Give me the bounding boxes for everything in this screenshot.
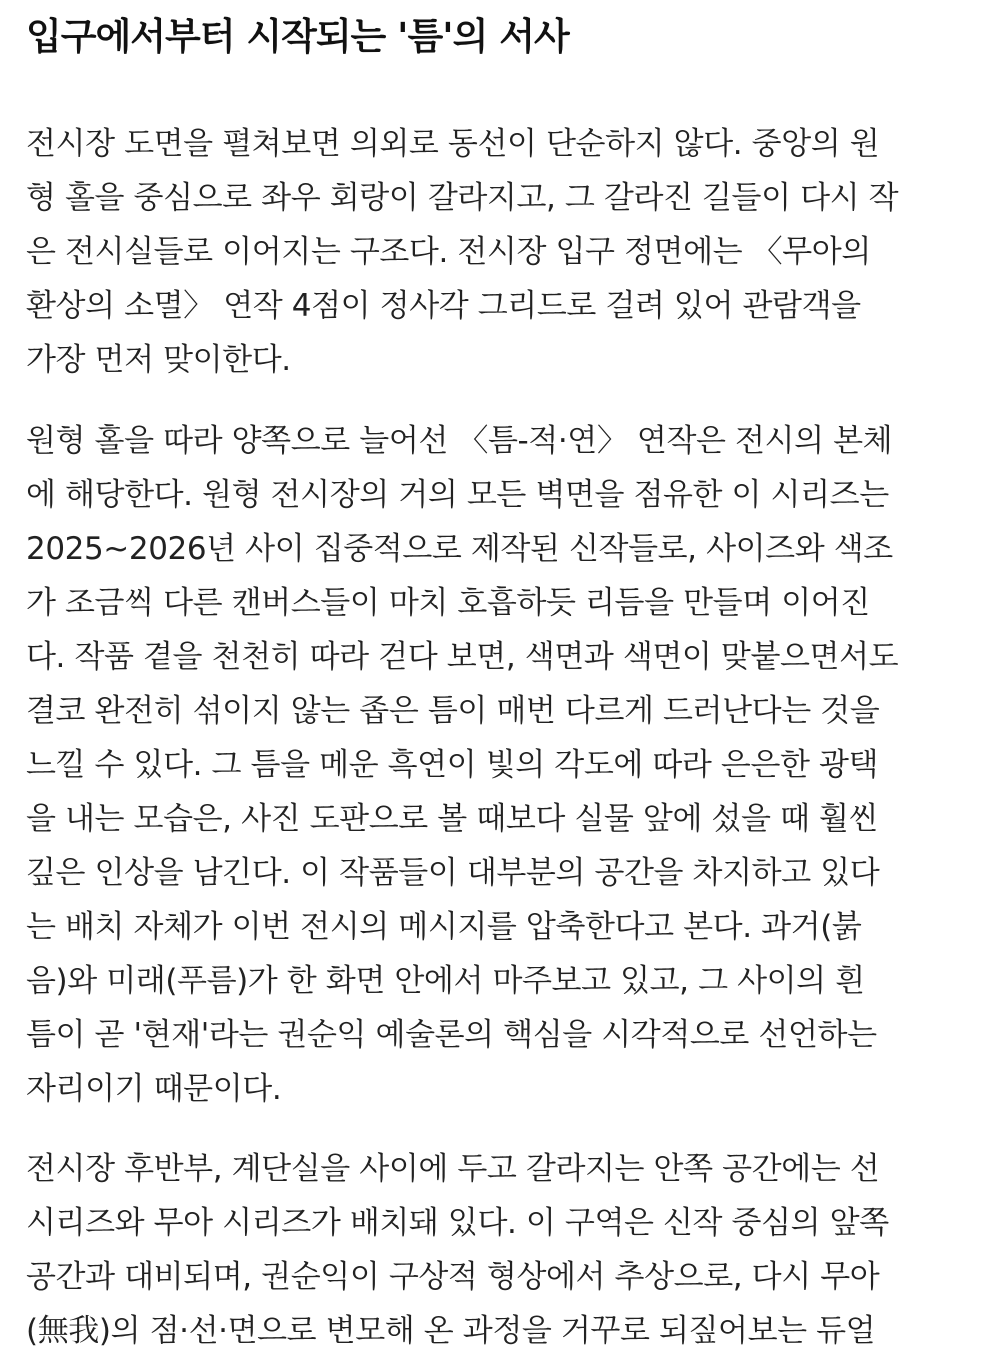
text-line: 가장 먼저 맞이한다.: [26, 342, 291, 378]
text-line: 환상의 소멸〉 연작 4점이 정사각 그리드로 걸려 있어 관람객을: [26, 288, 861, 324]
text-line: 가 조금씩 다른 캔버스들이 마치 호흡하듯 리듬을 만들며 이어진: [26, 585, 870, 621]
article-heading: 입구에서부터 시작되는 '틈'의 서사: [26, 15, 569, 58]
paragraph-entrance: [26, 117, 978, 387]
text-line: 전시장 후반부, 계단실을 사이에 두고 갈라지는 안쪽 공간에는 선: [26, 1151, 880, 1187]
text-line: 틈이 곧 '현재'라는 권순익 예술론의 핵심을 시각적으로 선언하는: [26, 1017, 877, 1053]
text-line: 결코 완전히 섞이지 않는 좁은 틈이 매번 다르게 드러난다는 것을: [26, 693, 880, 729]
text-line: 공간과 대비되며, 권순익이 구상적 형상에서 추상으로, 다시 무아: [26, 1259, 880, 1295]
text-line: 2025~2026년 사이 집중적으로 제작된 신작들로, 사이즈와 색조: [26, 531, 893, 567]
text-line: 에 해당한다. 원형 전시장의 거의 모든 벽면을 점유한 이 시리즈는: [26, 477, 889, 513]
text-line: 시리즈와 무아 시리즈가 배치돼 있다. 이 구역은 신작 중심의 앞쪽: [26, 1205, 889, 1241]
text-line: 깊은 인상을 남긴다. 이 작품들이 대부분의 공간을 차지하고 있다: [26, 855, 880, 891]
text-line: 원형 홀을 따라 양쪽으로 늘어선 〈틈-적·연〉 연작은 전시의 본체: [26, 423, 893, 459]
text-line: 은 전시실들로 이어지는 구조다. 전시장 입구 정면에는 〈무아의: [26, 234, 871, 270]
text-line: 전시장 도면을 펼쳐보면 의외로 동선이 단순하지 않다. 중앙의 원: [26, 126, 880, 162]
text-line: 형 홀을 중심으로 좌우 회랑이 갈라지고, 그 갈라진 길들이 다시 작: [26, 180, 899, 216]
text-line: 자리이기 때문이다.: [26, 1071, 282, 1107]
paragraph-main-series: [26, 414, 978, 1116]
text-line: 다. 작품 곁을 천천히 따라 걷다 보면, 색면과 색면이 맞붙으면서도: [26, 639, 899, 675]
text-line: (無我)의 점·선·면으로 변모해 온 과정을 거꾸로 되짚어보는 듀얼: [26, 1313, 876, 1349]
text-line: 느낄 수 있다. 그 틈을 메운 흑연이 빛의 각도에 따라 은은한 광택: [26, 747, 879, 783]
article: [26, 0, 978, 1358]
paragraph-inner-space: [26, 1142, 978, 1358]
text-line: 는 배치 자체가 이번 전시의 메시지를 압축한다고 본다. 과거(붉: [26, 909, 862, 945]
text-line: 음)와 미래(푸름)가 한 화면 안에서 마주보고 있고, 그 사이의 흰: [26, 963, 865, 999]
text-line: 을 내는 모습은, 사진 도판으로 볼 때보다 실물 앞에 섰을 때 훨씬: [26, 801, 879, 837]
